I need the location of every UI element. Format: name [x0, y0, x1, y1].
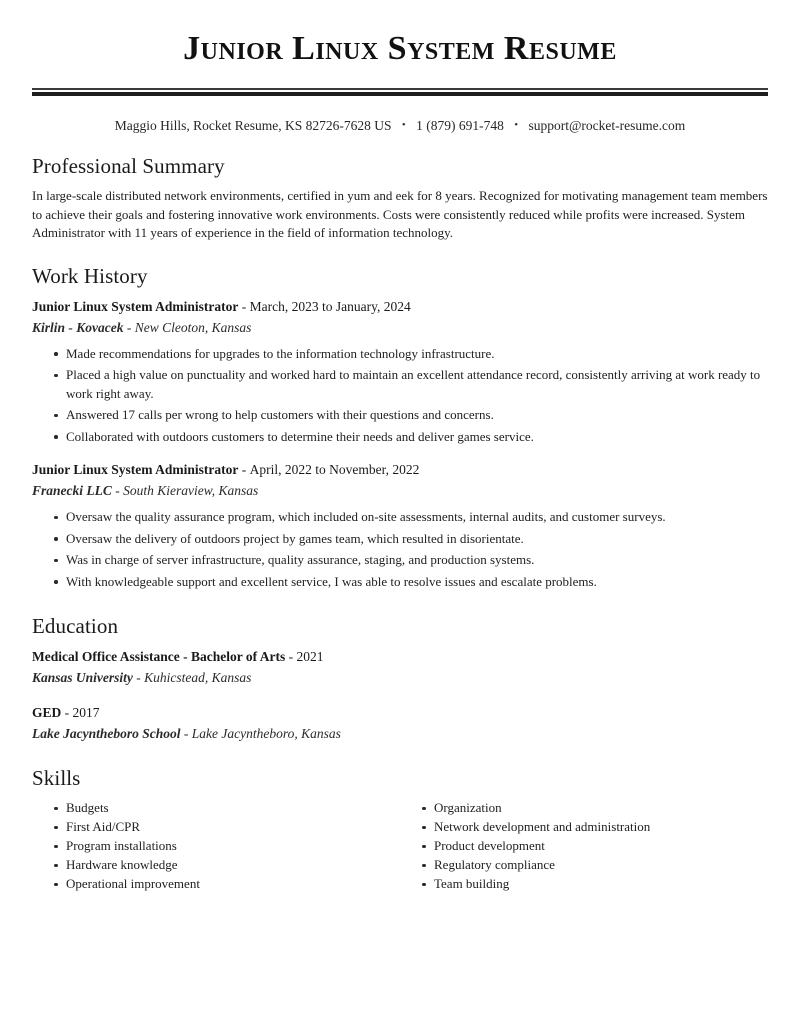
work-entry-dates: April, 2022 to November, 2022	[249, 462, 420, 477]
work-bullet: Oversaw the delivery of outdoors project by games team, which resulted in disorientate.	[54, 530, 768, 549]
work-entry-subheading	[32, 481, 768, 500]
education-degree: Medical Office Assistance - Bachelor of Arts	[32, 649, 286, 664]
education-dash: -	[64, 705, 70, 720]
skill-item: Budgets	[54, 799, 400, 818]
education-degree: GED	[32, 705, 62, 720]
divider-line-thick	[32, 92, 768, 96]
skills-list-right	[400, 799, 768, 894]
work-entry-location: New Cleoton, Kansas	[134, 319, 252, 335]
work-entry-subheading	[32, 318, 768, 337]
work-bullet: Was in charge of server infrastructure, quality assurance, staging, and production systems.	[54, 551, 768, 570]
contact-phone: 1 (879) 691-748	[416, 118, 504, 133]
education-dash: -	[288, 649, 294, 664]
education-entry-subheading	[32, 668, 768, 687]
section-title-education: Education	[32, 614, 119, 638]
contact-separator-2: •	[514, 119, 519, 131]
skill-item: Network development and administration	[422, 818, 768, 837]
section-education	[32, 613, 768, 743]
skill-item: Regulatory compliance	[422, 856, 768, 875]
skills-column-left	[32, 799, 400, 894]
section-professional-summary	[32, 153, 768, 243]
education-entry-heading	[32, 703, 768, 722]
education-location: Lake Jacyntheboro, Kansas	[191, 726, 341, 741]
work-entry-dash: -	[241, 462, 247, 477]
skill-item: Operational improvement	[54, 875, 400, 894]
education-year: 2017	[72, 705, 100, 720]
work-entry-heading	[32, 460, 768, 479]
work-entry-bullets	[32, 345, 768, 447]
work-entry-bullets	[32, 508, 768, 591]
skills-column-right	[400, 799, 768, 894]
work-entry-heading	[32, 297, 768, 316]
section-work-history	[32, 263, 768, 592]
work-bullet: With knowledgeable support and excellent service, I was able to resolve issues and escalate problems.	[54, 573, 768, 592]
work-entry-role: Junior Linux System Administrator	[32, 462, 239, 477]
skill-item: Program installations	[54, 837, 400, 856]
contact-line	[32, 96, 768, 135]
resume-title: Junior Linux System Resume	[183, 30, 617, 67]
skill-item: Product development	[422, 837, 768, 856]
skill-item: First Aid/CPR	[54, 818, 400, 837]
contact-address: Maggio Hills, Rocket Resume, KS 82726-7628 US	[114, 118, 392, 133]
resume-header	[32, 0, 768, 135]
contact-separator-1: •	[401, 119, 406, 131]
work-entry-company: Kirlin - Kovacek	[32, 319, 124, 335]
education-location: Kuhicstead, Kansas	[144, 670, 252, 685]
skill-item: Organization	[422, 799, 768, 818]
section-title-professional-summary: Professional Summary	[32, 154, 225, 178]
work-entry-dates: March, 2023 to January, 2024	[249, 298, 411, 314]
work-entry-company: Franecki LLC	[32, 483, 112, 498]
education-entry	[32, 647, 768, 687]
education-entry-subheading	[32, 724, 768, 743]
section-title-skills: Skills	[32, 766, 81, 790]
work-bullet: Collaborated with outdoors customers to determine their needs and deliver games service.	[54, 428, 768, 447]
section-skills	[32, 765, 768, 894]
skills-columns	[32, 799, 768, 894]
professional-summary-text: In large-scale distributed network environments, certified in yum and eek for 8 years. Recognized for motivating management team members to achieve their goals and fostering innovative work environments. Costs were consistently reduced while profits were increased. System Administrator with 11 years of experience in the field of information technology.	[32, 188, 768, 240]
education-dash-2: -	[183, 726, 189, 741]
work-entry	[32, 460, 768, 591]
education-dash-2: -	[136, 670, 141, 685]
work-entry-location: South Kieraview, Kansas	[123, 483, 259, 498]
work-entry-dash-2: -	[115, 483, 120, 498]
work-bullet: Made recommendations for upgrades to the information technology infrastructure.	[54, 345, 768, 364]
skill-item: Team building	[422, 875, 768, 894]
work-bullet: Oversaw the quality assurance program, which included on-site assessments, internal audits, and customer surveys.	[54, 508, 768, 527]
education-school: Lake Jacyntheboro School	[32, 726, 181, 741]
skills-list-left	[32, 799, 400, 894]
work-entry	[32, 297, 768, 447]
header-divider	[32, 88, 768, 96]
work-bullet: Placed a high value on punctuality and worked hard to maintain an excellent attendance record, consistently arriving at work ready to work right away.	[54, 366, 768, 403]
work-bullet: Answered 17 calls per wrong to help customers with their questions and concerns.	[54, 406, 768, 425]
education-school: Kansas University	[32, 670, 133, 685]
work-entry-dash: -	[241, 298, 247, 314]
work-entry-role: Junior Linux System Administrator	[32, 298, 239, 314]
section-title-work-history: Work History	[32, 263, 148, 288]
education-entry	[32, 703, 768, 743]
work-entry-dash-2: -	[126, 319, 132, 335]
contact-email: support@rocket-resume.com	[528, 118, 686, 133]
education-entry-heading	[32, 647, 768, 666]
skill-item: Hardware knowledge	[54, 856, 400, 875]
education-year: 2021	[296, 649, 324, 664]
